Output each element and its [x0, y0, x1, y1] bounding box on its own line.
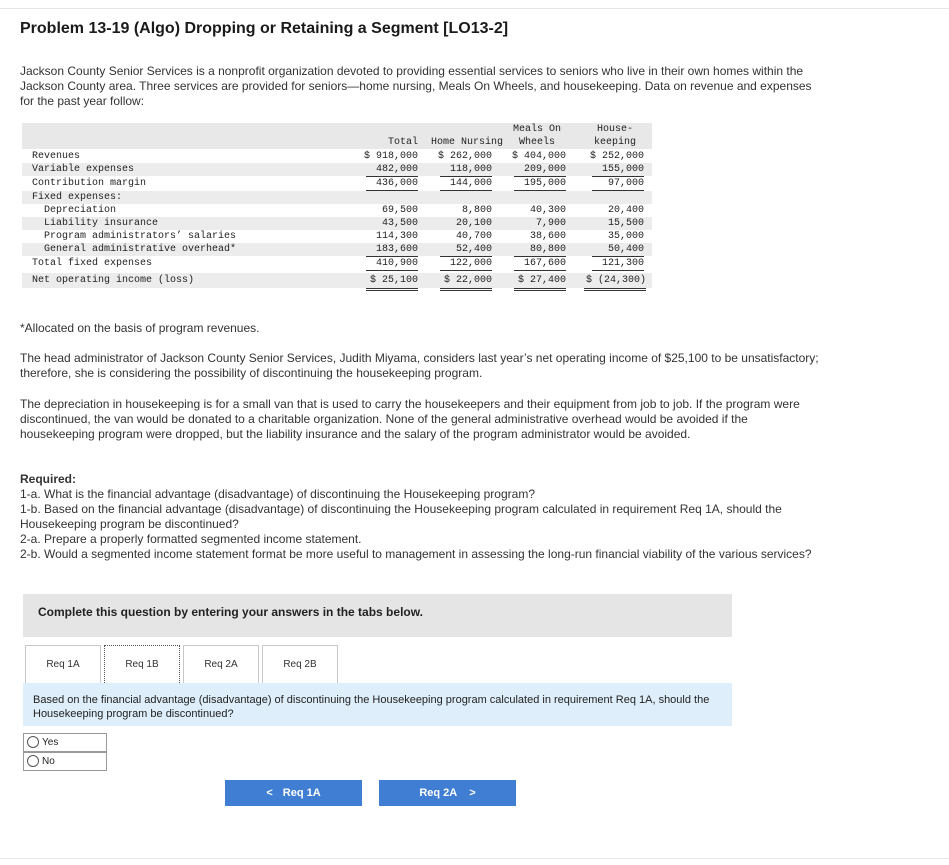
top-divider — [0, 8, 949, 9]
chevron-right-icon: > — [469, 787, 476, 799]
table-row-total-fixed: Total fixed expenses 410,900 122,000 167,600 121,300 — [32, 258, 644, 269]
underline — [592, 270, 644, 271]
option-no-label: No — [42, 756, 55, 767]
header-meals-line2: Wheels — [518, 137, 555, 148]
bottom-divider — [0, 858, 949, 859]
option-yes-label: Yes — [42, 737, 59, 748]
header-house-line1: House- — [596, 124, 633, 135]
table-row-variable: Variable expenses 482,000 118,000 209,000 155,000 — [22, 163, 652, 176]
table-row-fixed-label: Fixed expenses: — [22, 191, 652, 204]
prev-button[interactable] — [225, 780, 362, 806]
double-underline — [584, 290, 646, 291]
table-row-liability: Liability insurance 43,500 20,100 7,900 15,500 — [22, 217, 652, 230]
double-underline — [440, 288, 492, 289]
tab-req-2a[interactable]: Req 2A — [183, 645, 259, 683]
question-box — [23, 683, 732, 726]
table-row-revenues: Revenues $ 918,000 $ 262,000 $ 404,000 $ 252,000 — [32, 151, 644, 162]
double-underline — [440, 290, 492, 291]
underline — [366, 270, 418, 271]
header-total: Total — [387, 137, 418, 148]
table-row-net: Net operating income (loss) $ 25,100 $ 22,000 $ 27,400 $ (24,300) — [22, 273, 652, 288]
instructions-panel — [23, 594, 732, 637]
required-heading: Required: — [20, 472, 77, 486]
header-home-nursing: Home Nursing — [430, 137, 503, 148]
footnote: *Allocated on the basis of program revenues. — [20, 321, 260, 335]
double-underline — [366, 288, 418, 289]
double-underline — [366, 290, 418, 291]
question-text: Based on the financial advantage (disadvantage) of discontinuing the Housekeeping program calculated in requirement Req 1A, should the Housekeeping program be discontinued? — [33, 694, 710, 720]
tab-req-1b[interactable]: Req 1B — [104, 645, 180, 683]
option-yes[interactable] — [23, 733, 107, 752]
tab-req-1a[interactable]: Req 1A — [25, 645, 101, 683]
next-button[interactable] — [379, 780, 516, 806]
table-row-overhead: General administrative overhead* 183,600 52,400 80,800 50,400 — [22, 243, 652, 256]
double-underline — [514, 290, 566, 291]
header-house-line2: keeping — [593, 137, 636, 148]
table-row-contribution: Contribution margin 436,000 144,000 195,000 97,000 — [32, 178, 644, 189]
chevron-left-icon: < — [266, 787, 273, 799]
paragraph-2: The head administrator of Jackson County Senior Services, Judith Miyama, considers last year’s net operating income of $25,100 to be unsatisfactory; therefore, she is considering the possibility of discontinuing the housekeeping program. — [20, 351, 819, 380]
requirement-2b: 2-b. Would a segmented income statement format be more useful to management in assessing the long-run financial viability of the various services? — [20, 547, 812, 561]
double-underline — [584, 288, 646, 289]
radio-icon[interactable] — [27, 736, 39, 748]
instructions-text: Complete this question by entering your answers in the tabs below. — [38, 605, 423, 619]
page-title: Problem 13-19 (Algo) Dropping or Retaining a Segment [LO13-2] — [20, 20, 509, 37]
requirement-1b: 1-b. Based on the financial advantage (disadvantage) of discontinuing the Housekeeping program calculated in requirement Req 1A, should the Housekeeping program be discontinued? — [20, 502, 782, 531]
underline — [440, 270, 492, 271]
underline — [514, 270, 566, 271]
option-no[interactable] — [23, 752, 107, 771]
header-meals-line1: Meals On — [512, 124, 561, 135]
paragraph-3: The depreciation in housekeeping is for a small van that is used to carry the housekeepers and their equipment from job to job. If the program were discontinued, the van would be donated to a charitable organization. None of the general administrative overhead would be avoided if the housekeeping program were dropped, but the liability insurance and the salary of the program administrator would be avoided. — [20, 397, 800, 441]
table-row-salaries: Program administrators’ salaries 114,300 40,700 38,600 35,000 — [44, 231, 644, 242]
table-row-depreciation: Depreciation 69,500 8,800 40,300 20,400 — [44, 205, 644, 216]
requirement-2a: 2-a. Prepare a properly formatted segmented income statement. — [20, 532, 362, 546]
next-button-label: Req 2A — [419, 787, 458, 799]
intro-paragraph: Jackson County Senior Services is a nonprofit organization devoted to providing essential services to seniors who live in their own homes within the Jackson County area. Three services are provided for seniors—home nursing, Meals On Wheels, and housekeeping. Data on revenue and expenses for the past year follow: — [20, 64, 812, 108]
tab-req-2b[interactable]: Req 2B — [262, 645, 338, 683]
double-underline — [514, 288, 566, 289]
prev-button-label: Req 1A — [282, 787, 321, 799]
requirements — [20, 472, 820, 562]
requirement-1a: 1-a. What is the financial advantage (disadvantage) of discontinuing the Housekeeping program? — [20, 487, 535, 501]
radio-icon[interactable] — [27, 755, 39, 767]
